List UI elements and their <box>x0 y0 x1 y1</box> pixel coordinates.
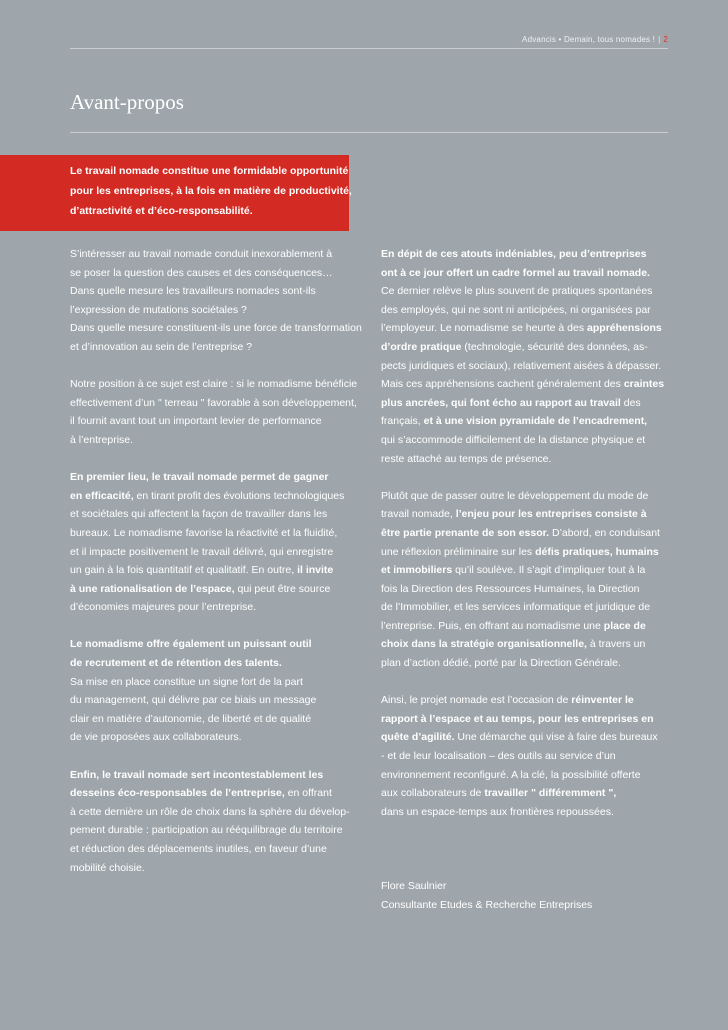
text-line: Dans quelle mesure constituent-ils une force de transformation <box>70 322 362 335</box>
emphasis: de recrutement et de rétention des talents. <box>70 657 282 670</box>
emphasis: et immobiliers <box>381 564 453 577</box>
text-line: une réflexion préliminaire sur les défis pratiques, humains <box>381 545 659 558</box>
text-line: plus ancrées, qui font écho au rapport au travail des <box>381 396 641 409</box>
text-line: Plutôt que de passer outre le développement du mode de <box>381 489 649 502</box>
text-line: quête d’agilité. Une démarche qui vise à faire des bureaux <box>381 731 658 744</box>
text-line <box>70 766 360 785</box>
text-line: qui s’accommode difficilement de la distance physique et <box>381 433 646 446</box>
text-line: Mais ces appréhensions cachent généralement des craintes <box>381 378 665 391</box>
text-line: dans un espace-temps aux frontières repoussées. <box>381 805 614 818</box>
text-line: et réduction des déplacements inutiles, en faveur d’une <box>70 843 327 855</box>
text-line: et d’innovation au sein de l’entreprise ? <box>70 340 253 353</box>
paragraph-gap <box>70 357 360 376</box>
text-line: clair en matière d’autonomie, de liberté et de qualité <box>70 712 312 725</box>
text-line: Ce dernier relève le plus souvent de pratiques spontanées <box>381 285 653 298</box>
text-line: de vie proposées aux collaborateurs. <box>70 731 242 744</box>
emphasis: appréhensions <box>587 322 662 335</box>
emphasis: réinventer le <box>571 694 634 707</box>
emphasis: à une rationalisation de l’espace, <box>70 582 235 595</box>
emphasis: desseins éco-responsables de l’entreprise, <box>70 787 285 800</box>
emphasis: travailler " différemment ", <box>484 787 617 800</box>
text-line: - et de leur localisation – des outils au service d’un <box>381 750 616 763</box>
emphasis: ont à ce jour offert un cadre formel au travail nomade. <box>381 266 650 279</box>
text-line <box>70 654 360 673</box>
paragraph-gap <box>381 840 681 859</box>
banner-line: d’attractivité et d’éco-responsabilité. <box>70 205 253 217</box>
text-line: se poser la question des causes et des conséquences… <box>70 266 333 279</box>
header-rule <box>70 48 668 49</box>
emphasis: l’enjeu pour les entreprises consiste à <box>455 508 647 521</box>
header-separator: | <box>658 35 661 44</box>
emphasis: rapport à l’espace et au temps, pour les entreprises en <box>381 712 654 725</box>
right-column <box>381 245 681 914</box>
text-line: Ainsi, le projet nomade est l’occasion de réinventer le <box>381 694 634 707</box>
text-line: il fournit avant tout un important levier de performance <box>70 415 322 428</box>
text-line: l’entreprise. Puis, en offrant au nomadisme une place de <box>381 619 646 632</box>
text-line: d’économies majeures pour l’entreprise. <box>70 601 257 614</box>
text-line: l’employeur. Le nomadisme se heurte à des appréhensions <box>381 322 662 335</box>
text-line: à cette dernière un rôle de choix dans la sphère du dévelop- <box>70 805 350 818</box>
emphasis: défis pratiques, humains <box>535 545 659 558</box>
text-line: effectivement d’un " terreau " favorable à son développement, <box>70 396 357 409</box>
paragraph-gap <box>70 450 360 469</box>
text-line: et sociétales qui affectent la façon de travailler dans les <box>70 508 328 521</box>
text-line: Notre position à ce sujet est claire : si le nomadisme bénéficie <box>70 378 358 391</box>
paragraph-gap <box>70 747 360 766</box>
text-line: travail nomade, l’enjeu pour les entreprises consiste à <box>381 508 647 521</box>
text-line: à l’entreprise. <box>70 433 134 446</box>
text-line <box>70 635 360 654</box>
emphasis: être partie prenante de son essor. <box>381 526 550 539</box>
text-line: plan d’action dédié, porté par la Direction Générale. <box>381 657 621 670</box>
text-line: desseins éco-responsables de l’entreprise, en offrant <box>70 787 332 800</box>
text-line: d’ordre pratique (technologie, sécurité des données, as- <box>381 340 648 353</box>
page-number: 2 <box>663 35 668 44</box>
text-line <box>381 264 681 283</box>
text-line: pects juridiques et sociaux), relativement aisées à dépasser. <box>381 359 662 372</box>
text-line: Flore Saulnier <box>381 880 447 893</box>
text-line: reste attaché au temps de présence. <box>381 452 552 465</box>
paragraph-gap <box>381 673 681 692</box>
text-line: Consultante Etudes & Recherche Entreprises <box>381 898 593 911</box>
text-line: Dans quelle mesure les travailleurs nomades sont-ils <box>70 285 316 298</box>
emphasis: En premier lieu, le travail nomade permet de gagner <box>70 471 329 484</box>
text-line: français, et à une vision pyramidale de l’encadrement, <box>381 415 648 428</box>
emphasis: En dépit de ces atouts indéniables, peu d’entreprises <box>381 248 647 260</box>
emphasis: quête d’agilité. <box>381 731 455 744</box>
emphasis: choix dans la stratégie organisationnelle, <box>381 638 587 651</box>
text-line: l’expression de mutations sociétales ? <box>70 303 247 316</box>
emphasis: craintes <box>623 378 665 391</box>
banner-line: Le travail nomade constitue une formidable opportunité <box>70 165 349 177</box>
text-line: en efficacité, en tirant profit des évolutions technologiques <box>70 489 345 502</box>
text-line: aux collaborateurs de travailler " différemment ", <box>381 787 617 800</box>
text-line: mobilité choisie. <box>70 861 145 874</box>
paragraph-gap <box>381 468 681 487</box>
emphasis: d’ordre pratique <box>381 340 462 353</box>
emphasis: place de <box>603 619 646 632</box>
paragraph-gap <box>381 821 681 840</box>
text-line <box>381 710 681 729</box>
text-line: un gain à la fois quantitatif et qualitatif. En outre, il invite <box>70 564 334 577</box>
emphasis: Le nomadisme offre également un puissant outil <box>70 638 312 651</box>
text-line: bureaux. Le nomadisme favorise la réactivité et la fluidité, <box>70 526 338 539</box>
running-header <box>522 35 668 44</box>
intro-banner-text <box>70 161 350 221</box>
emphasis: et à une vision pyramidale de l’encadrement, <box>423 415 648 428</box>
text-line: à une rationalisation de l’espace, qui peut être source <box>70 582 331 595</box>
left-column <box>70 245 360 877</box>
text-line: des employés, qui ne sont ni anticipées, ni organisées par <box>381 303 651 316</box>
text-line: environnement reconfiguré. A la clé, la possibilité offerte <box>381 768 641 781</box>
text-line: du management, qui délivre par ce biais un message <box>70 694 317 707</box>
text-line <box>70 468 360 487</box>
text-line: pement durable : participation au rééquilibrage du territoire <box>70 824 343 837</box>
text-line: de l’Immobilier, et les services informatique et juridique de <box>381 601 651 614</box>
paragraph-gap <box>381 859 681 878</box>
text-line: fois la Direction des Ressources Humaines, la Direction <box>381 582 640 595</box>
emphasis: en efficacité, <box>70 489 134 502</box>
text-line: et immobiliers qu’il soulève. Il s’agit d’impliquer tout à la <box>381 564 646 577</box>
text-line: choix dans la stratégie organisationnelle, à travers un <box>381 638 646 651</box>
paragraph-gap <box>70 617 360 636</box>
text-line: Sa mise en place constitue un signe fort de la part <box>70 675 303 688</box>
text-line <box>381 245 681 264</box>
text-line: être partie prenante de son essor. D’abord, en conduisant <box>381 526 660 539</box>
text-line: S’intéresser au travail nomade conduit inexorablement à <box>70 248 333 260</box>
emphasis: plus ancrées, qui font écho au rapport au travail <box>381 396 621 409</box>
banner-line: pour les entreprises, à la fois en matière de productivité, <box>70 185 352 197</box>
page-title: Avant-propos <box>70 90 184 114</box>
emphasis: Enfin, le travail nomade sert incontestablement les <box>70 768 324 781</box>
emphasis: il invite <box>297 564 334 577</box>
title-rule <box>70 132 668 133</box>
text-line: et il impacte positivement le travail délivré, qui enregistre <box>70 545 334 558</box>
running-title: Advancis • Demain, tous nomades ! <box>522 35 656 44</box>
